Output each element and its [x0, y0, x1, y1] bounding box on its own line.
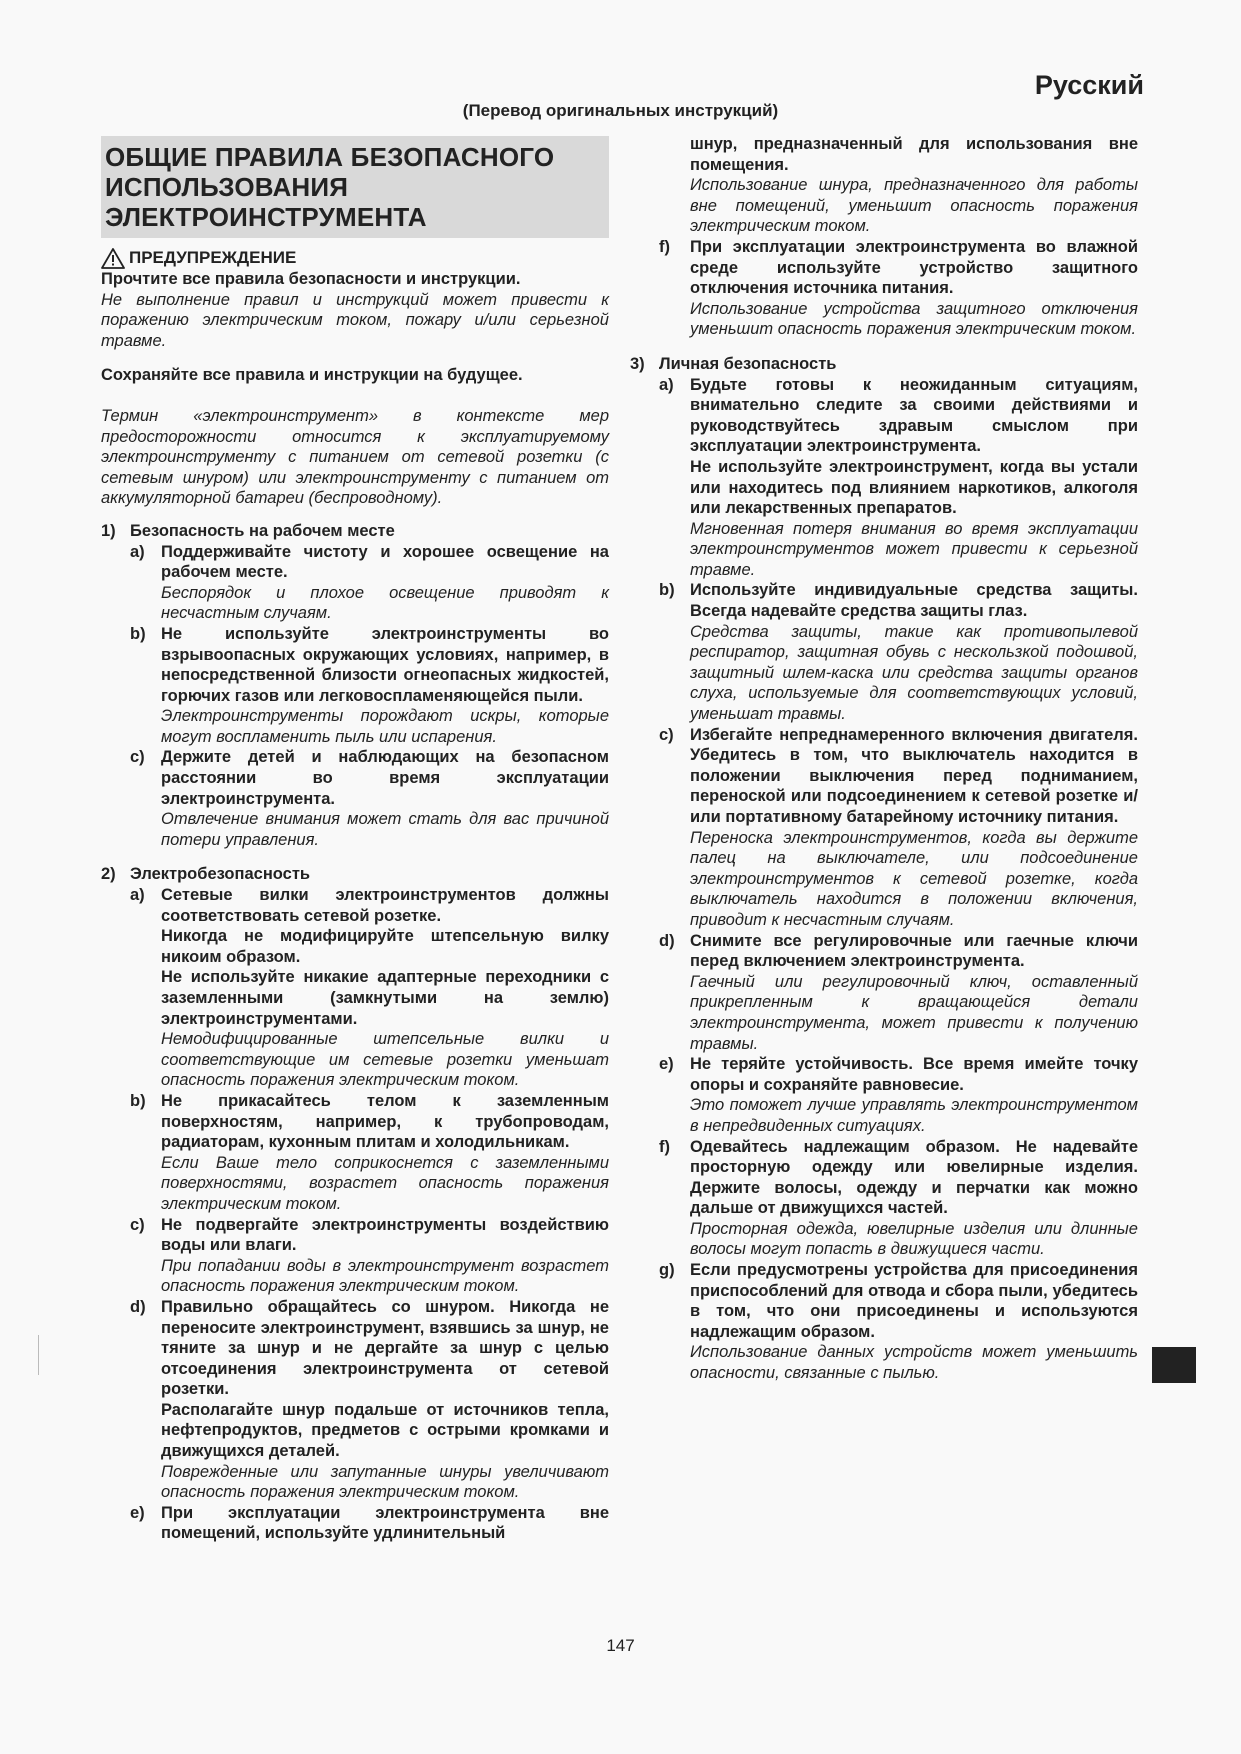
right-column [630, 134, 1138, 1384]
list-item: c) Избегайте непреднамеренного включения двигателя. Убедитесь в том, что выключатель находится в положении выключения перед подниманием, переноской или подсоединением к сетевой розетке и/или портативному батарейному источнику питания. Переноска электроинструментов, когда вы держите палец на выключателе, или подсоединение электроинструментов к сетевой розетке, когда выключатель находится в положении включения, приводит к несчастным случаям. [659, 725, 1138, 929]
list-item: c) Не подвергайте электроинструменты воздействию воды или влаги. При попадании воды в электроинструмент возрастет опасность поражения электрическим током. [130, 1215, 609, 1296]
list-item: g) Если предусмотрены устройства для присоединения приспособлений для отвода и сбора пыли, убедитесь в том, что они присоединены и используются надлежащим образом. Использование данных устройств может уменьшить опасности, связанные с пылью. [659, 1261, 1138, 1383]
list-item: a) Будьте готовы к неожиданным ситуациям, внимательно следите за своими действиями и руководствуйтесь здравым смыслом при эксплуатации электроинструмента. Не используйте электроинструмент, когда вы устали или находитесь под влиянием наркотиков, алкоголя или лекарственных препаратов. Мгновенная потеря внимания во время эксплуатации электроинструментов может привести к серьезной травме. [659, 375, 1138, 579]
list-item: b) Не прикасайтесь телом к заземленным поверхностям, например, к трубопроводам, радиаторам, кухонным плитам и холодильникам. Если Ваше тело соприкоснется с заземленными поверхностями, возрастет опасность поражения электрическим током. [130, 1091, 609, 1213]
intro-bold: Прочтите все правила безопасности и инструкции. [101, 270, 521, 288]
margin-mark [38, 1335, 39, 1375]
language-label: Русский [1034, 70, 1144, 100]
list-item: d) Правильно обращайтесь со шнуром. Никогда не переносите электроинструмент, взявшись за шнур, не тяните за шнур и не дергайте за шнур с целью отсоединения электроинструмента от сетевой розетки. Располагайте шнур подальше от источников тепла, нефтепродуктов, предметов с острыми кромками и движущихся деталей. Поврежденные или запутанные шнуры увеличивают опасность поражения электрическим током. [130, 1297, 609, 1502]
warning-header [101, 248, 609, 269]
list-item: e) Не теряйте устойчивость. Все время имейте точку опоры и сохраняйте равновесие. Это поможет лучше управлять электроинструментом в непредвиденных ситуациях. [659, 1055, 1138, 1135]
save-note: Сохраняйте все правила и инструкции на будущее. [101, 366, 523, 385]
term-note: Термин «электроинструмент» в контексте мер предосторожности относится к эксплуатируемому электроинструменту с питанием от сетевой розетки (с сетевым шнуром) или электроинструменту с питанием от аккумуляторной батареи (беспроводному). [101, 406, 609, 508]
list-item-continuation: шнур, предназначенный для использования вне помещения. Использование шнура, предназначенного для работы вне помещений, уменьшит опасность поражения электрическим током. [690, 135, 1138, 236]
left-column [101, 132, 609, 1544]
intro-italic: Не выполнение правил и инструкций может привести к поражению электрическим током, пожару и/или серьезной травме. [101, 290, 609, 350]
list-item: b) Не используйте электроинструменты во взрывоопасных окружающих условиях, например, в непосредственной близости огнеопасных жидкостей, горючих газов или легковоспламеняющейся пыли. Электроинструменты порождают искры, которые могут воспламенить пыль или испарения. [130, 624, 609, 746]
section-1-title: 1) Безопасность на рабочем месте [101, 521, 395, 540]
list-item: d) Снимите все регулировочные или гаечные ключи перед включением электроинструмента. Гаечный или регулировочный ключ, оставленный прикрепленным к вращающейся детали электроинструмента, может привести к получению травмы. [659, 931, 1138, 1053]
list-item: c) Держите детей и наблюдающих на безопасном расстоянии во время эксплуатации электроинструмента. Отвлечение внимания может стать для вас причиной потери управления. [130, 748, 609, 849]
list-item: f) При эксплуатации электроинструмента во влажной среде используйте устройство защитного отключения источника питания. Использование устройства защитного отключения уменьшит опасность поражения электрическим током. [659, 237, 1138, 339]
list-item: f) Одевайтесь надлежащим образом. Не надевайте просторную одежду или ювелирные изделия. Держите волосы, одежду и перчатки как можно дальше от движущихся частей. Просторная одежда, ювелирные изделия или длинные волосы могут попасть в движущиеся части. [659, 1137, 1138, 1259]
warning-label: ПРЕДУПРЕЖДЕНИЕ [129, 248, 297, 268]
list-item: e) При эксплуатации электроинструмента вне помещений, используйте удлинительный [130, 1503, 609, 1543]
section-thumb-tab [1152, 1347, 1196, 1383]
section-heading: ОБЩИЕ ПРАВИЛА БЕЗОПАСНОГО ИСПОЛЬЗОВАНИЯ ЭЛЕКТРОИНСТРУМЕНТА [101, 136, 609, 238]
warning-triangle-icon [101, 248, 125, 269]
list-item: b) Используйте индивидуальные средства защиты. Всегда надевайте средства защиты глаз. Средства защиты, такие как противопылевой респиратор, защитная обувь с нескользкой подошвой, защитный шлем-каска или средства защиты органов слуха, используемые для соответствующих условий, уменьшат травмы. [659, 581, 1138, 724]
list-item: a) Поддерживайте чистоту и хорошее освещение на рабочем месте. Беспорядок и плохое освещение приводят к несчастным случаям. [130, 542, 609, 623]
page-number: 147 [606, 1636, 635, 1655]
translation-subtitle: (Перевод оригинальных инструкций) [462, 101, 779, 120]
section-3-title: 3) Личная безопасность [630, 354, 837, 373]
section-2-title: 2) Электробезопасность [101, 865, 311, 884]
list-item: a) Сетевые вилки электроинструментов должны соответствовать сетевой розетке. Никогда не модифицируйте штепсельную вилку никоим образом. Не используйте никакие адаптерные переходники с заземленными (замкнутыми на землю) электроинструментами. Немодифицированные штепсельные вилки и соответствующие им сетевые розетки уменьшат опасность поражения электрическим током. [130, 886, 609, 1090]
